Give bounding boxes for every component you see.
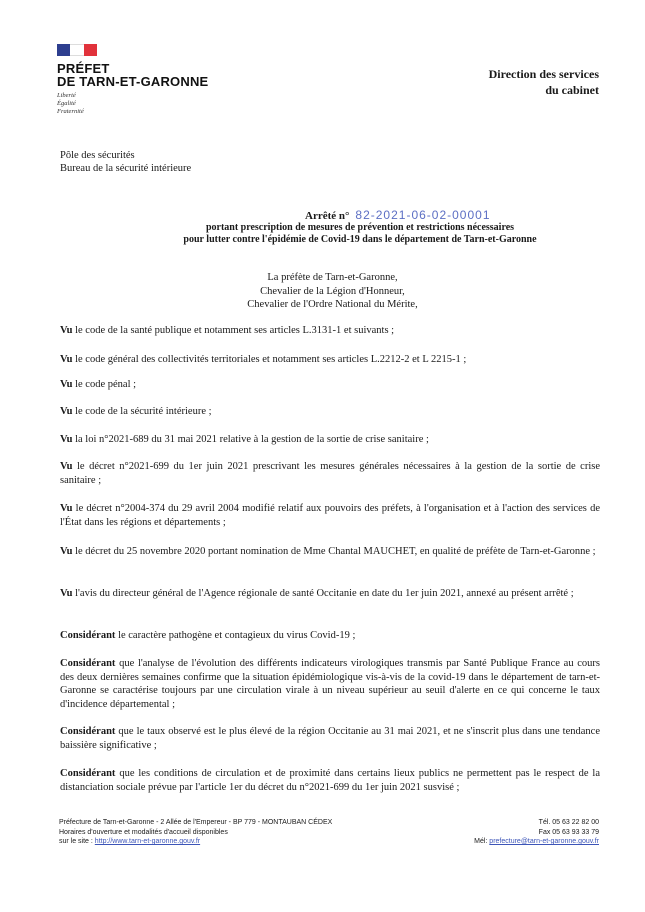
footer-mel [399,837,599,847]
visa-paragraph [60,587,600,601]
direction-line1: Direction des services [488,67,599,81]
arrete-number-stamp: 82-2021-06-02-00001 [355,208,491,222]
service-block [60,149,191,175]
visa-paragraph [60,545,600,559]
direction-line2: du cabinet [545,83,599,97]
subtitle-line2: pour lutter contre l'épidémie de Covid-19 dans le département de Tarn-et-Garonne [183,233,537,245]
footer-mel-link[interactable]: prefecture@tarn-et-garonne.gouv.fr [489,838,599,845]
visa-lead: Vu [60,354,73,365]
direction-heading [489,66,599,98]
considerant-text: que les conditions de circulation et de proximité dans certains lieux publics ne permettent pas le respect de la distanciation sociale prévue par l'article 1er du décret du n°2021-699 du 1er juin 2021 susvisé ; [60,768,600,793]
prefete-line1: La préfète de Tarn-et-Garonne, [267,272,398,283]
visa-lead: Vu [60,546,73,557]
motto-egalite: Égalité [57,100,76,107]
visa-lead: Vu [60,503,73,514]
footer-tel: Tél. 05 63 22 82 00 [538,819,599,826]
visa-text: l'avis du directeur général de l'Agence régionale de santé Occitanie en date du 1er juin 2021, annexé au présent arrêté ; [72,588,574,599]
visa-lead: Vu [60,434,73,445]
prefete-block [235,271,430,312]
considerant-text: que l'analyse de l'évolution des différents indicateurs virologiques transmis par Santé Publique France au cours des deux dernières semaines confirme que la situation épidémiologique vis-à-vis de la covid-19 dans le département de tarn-et-Garonne se caractérise toujours par une circulation virale à un niveau supérieur au seuil d'alerte en ce qui concerne le taux d'incidence départemental ; [60,658,600,710]
visa-text: le décret du 25 novembre 2020 portant nomination de Mme Chantal MAUCHET, en qualité de préfète de Tarn-et-Garonne ; [72,546,596,557]
arrete-label: Arrêté n° [305,210,350,222]
prefecture-logo [57,44,208,116]
visa-text: le code pénal ; [72,379,137,390]
visa-text: le code général des collectivités territoriales et notamment ses articles L.2212-2 et L 2215-1 ; [72,354,467,365]
french-flag-icon [57,44,97,56]
bureau-label: Bureau de la sécurité intérieure [60,163,192,174]
visa-text: le décret n°2004-374 du 29 avril 2004 modifié relatif aux pouvoirs des préfets, à l'organisation et à l'action des services de l'État dans les régions et départements ; [60,503,600,528]
footer-contact-block [399,818,599,847]
prefet-title-line2: DE TARN-ET-GARONNE [57,74,209,89]
visa-text: le décret n°2021-699 du 1er juin 2021 prescrivant les mesures générales nécessaires à la gestion de la sortie de crise sanitaire ; [60,461,600,486]
visa-lead: Vu [60,406,73,417]
motto-fraternite: Fraternité [57,108,84,115]
considerant-lead: Considérant [60,768,116,779]
considerant-paragraph [60,767,600,794]
considerant-text: le caractère pathogène et contagieux du virus Covid-19 ; [115,630,356,641]
considerant-text: que le taux observé est le plus élevé de la région Occitanie au 31 mai 2021, et ne s'inscrit plus dans une tendance baissière significative ; [60,726,600,751]
visa-paragraph [60,324,600,338]
visa-text: le code de la santé publique et notamment ses articles L.3131-1 et suivants ; [72,325,395,336]
footer-address: Préfecture de Tarn-et-Garonne - 2 Allée de l'Empereur - BP 779 - MONTAUBAN CÉDEX [59,819,333,826]
considerant-lead: Considérant [60,630,116,641]
visa-lead: Vu [60,325,73,336]
visa-paragraph [60,378,600,392]
considerant-paragraph [60,725,600,752]
footer-site-link[interactable]: http://www.tarn-et-garonne.gouv.fr [94,838,201,845]
visa-paragraph [60,502,600,529]
motto-liberte: Liberté [57,92,76,99]
considerant-paragraph [60,629,600,643]
considerant-lead: Considérant [60,726,116,737]
visa-lead: Vu [60,379,73,390]
footer-mel-label: Mél: [474,838,490,845]
footer-hours: Horaires d'ouverture et modalités d'accueil disponibles [59,828,228,836]
visa-lead: Vu [60,588,73,599]
visa-text: le code de la sécurité intérieure ; [72,406,212,417]
footer-fax: Fax 05 63 93 33 79 [538,828,599,836]
pole-label: Pôle des sécurités [60,150,135,161]
visa-paragraph [60,405,600,419]
visa-paragraph [60,353,600,367]
prefete-line2: Chevalier de la Légion d'Honneur, [260,285,405,297]
considerant-paragraph [60,657,600,711]
arrete-subtitle [0,222,645,245]
prefete-line3: Chevalier de l'Ordre National du Mérite, [247,299,418,310]
footer-site-label: sur le site : [59,838,95,845]
visa-paragraph [60,433,600,447]
visa-text: la loi n°2021-689 du 31 mai 2021 relative à la gestion de la sortie de crise sanitaire ; [72,434,429,445]
arrete-heading [305,208,491,222]
republic-motto [57,92,208,116]
footer-site [59,837,409,847]
visa-paragraph [60,460,600,487]
considerant-lead: Considérant [60,658,116,669]
subtitle-line1: portant prescription de mesures de prévention et restrictions nécessaires [205,222,515,233]
visa-lead: Vu [60,461,73,472]
footer-address-block [59,818,409,847]
prefet-title-line1: PRÉFET [57,61,110,76]
